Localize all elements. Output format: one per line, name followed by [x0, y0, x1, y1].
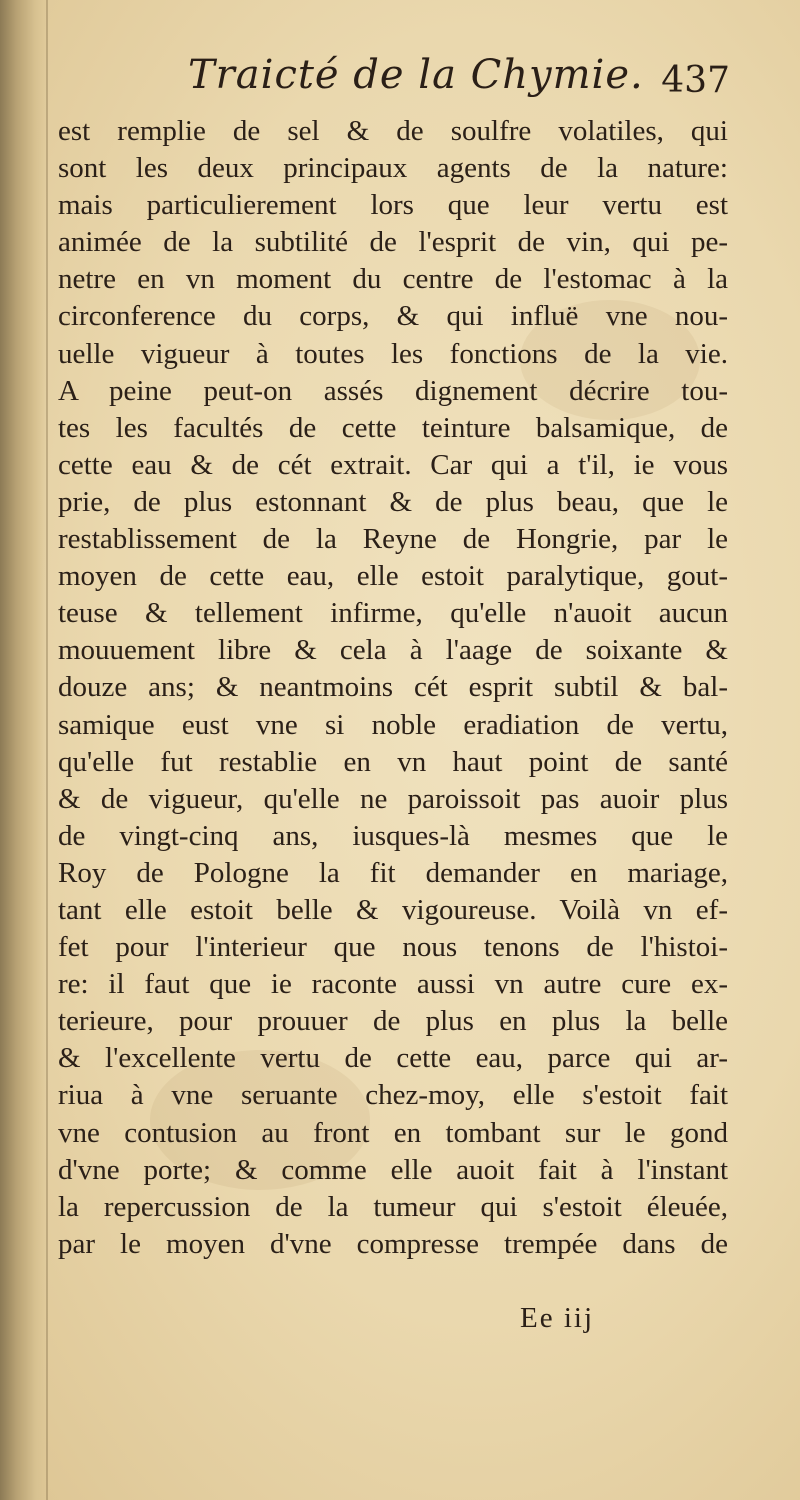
- text-line: douze ans; & neantmoins cét esprit subtil & bal-: [58, 671, 728, 704]
- text-line: restablissement de la Reyne de Hongrie, par le: [58, 523, 728, 556]
- text-line: tes les facultés de cette teinture balsamique, de: [58, 411, 728, 444]
- text-line: mouuement libre & cela à l'aage de soixante &: [58, 634, 728, 667]
- text-line: netre en vn moment du centre de l'estomac à la: [58, 263, 728, 296]
- text-line: par le moyen d'vne compresse trempée dans de: [58, 1227, 728, 1260]
- body-text: [58, 113, 728, 1263]
- text-line: re: il faut que ie raconte aussi vn autre cure ex-: [58, 968, 728, 1001]
- text-line: A peine peut-on assés dignement décrire tou-: [58, 374, 728, 407]
- gutter-edge: [46, 0, 48, 1500]
- text-line: fet pour l'interieur que nous tenons de l'histoi-: [58, 931, 728, 964]
- text-line: est remplie de sel & de soulfre volatiles, qui: [58, 115, 728, 147]
- text-line: tant elle estoit belle & vigoureuse. Voilà vn ef-: [58, 893, 728, 926]
- text-line: cette eau & de cét extrait. Car qui a t'il, ie vous: [58, 448, 728, 481]
- text-line: de vingt-cinq ans, iusques-là mesmes que le: [58, 819, 728, 852]
- text-line: teuse & tellement infirme, qu'elle n'auoit aucun: [58, 597, 728, 630]
- text-line: & l'excellente vertu de cette eau, parce qui ar-: [58, 1042, 728, 1075]
- text-line: Roy de Pologne la fit demander en mariage,: [58, 856, 728, 889]
- text-line: samique eust vne si noble eradiation de vertu,: [58, 708, 728, 741]
- text-line: qu'elle fut restablie en vn haut point de santé: [58, 745, 728, 778]
- page-gutter: [0, 0, 48, 1500]
- text-line: vne contusion au front en tombant sur le gond: [58, 1116, 728, 1149]
- text-line: terieure, pour prouuer de plus en plus la belle: [58, 1005, 728, 1038]
- text-line: prie, de plus estonnant & de plus beau, que le: [58, 485, 728, 518]
- text-line: moyen de cette eau, elle estoit paralytique, gout-: [58, 560, 728, 593]
- page-number: 437: [661, 60, 730, 101]
- text-line: sont les deux principaux agents de la nature:: [58, 152, 728, 185]
- running-title: Traicté de la Chymie.: [188, 52, 644, 98]
- signature-mark: Ee iij: [520, 1302, 595, 1334]
- text-line: mais particulierement lors que leur vertu est: [58, 189, 728, 222]
- text-line: animée de la subtilité de l'esprit de vin, qui pe-: [58, 226, 728, 259]
- page-header: [60, 52, 730, 112]
- text-line: riua à vne seruante chez-moy, elle s'estoit fait: [58, 1079, 728, 1112]
- text-line: la repercussion de la tumeur qui s'estoit éleuée,: [58, 1190, 728, 1223]
- text-line: uelle vigueur à toutes les fonctions de la vie.: [58, 337, 728, 370]
- text-line: circonference du corps, & qui influë vne nou-: [58, 300, 728, 333]
- text-line: & de vigueur, qu'elle ne paroissoit pas auoir plus: [58, 782, 728, 815]
- text-line: d'vne porte; & comme elle auoit fait à l'instant: [58, 1153, 728, 1186]
